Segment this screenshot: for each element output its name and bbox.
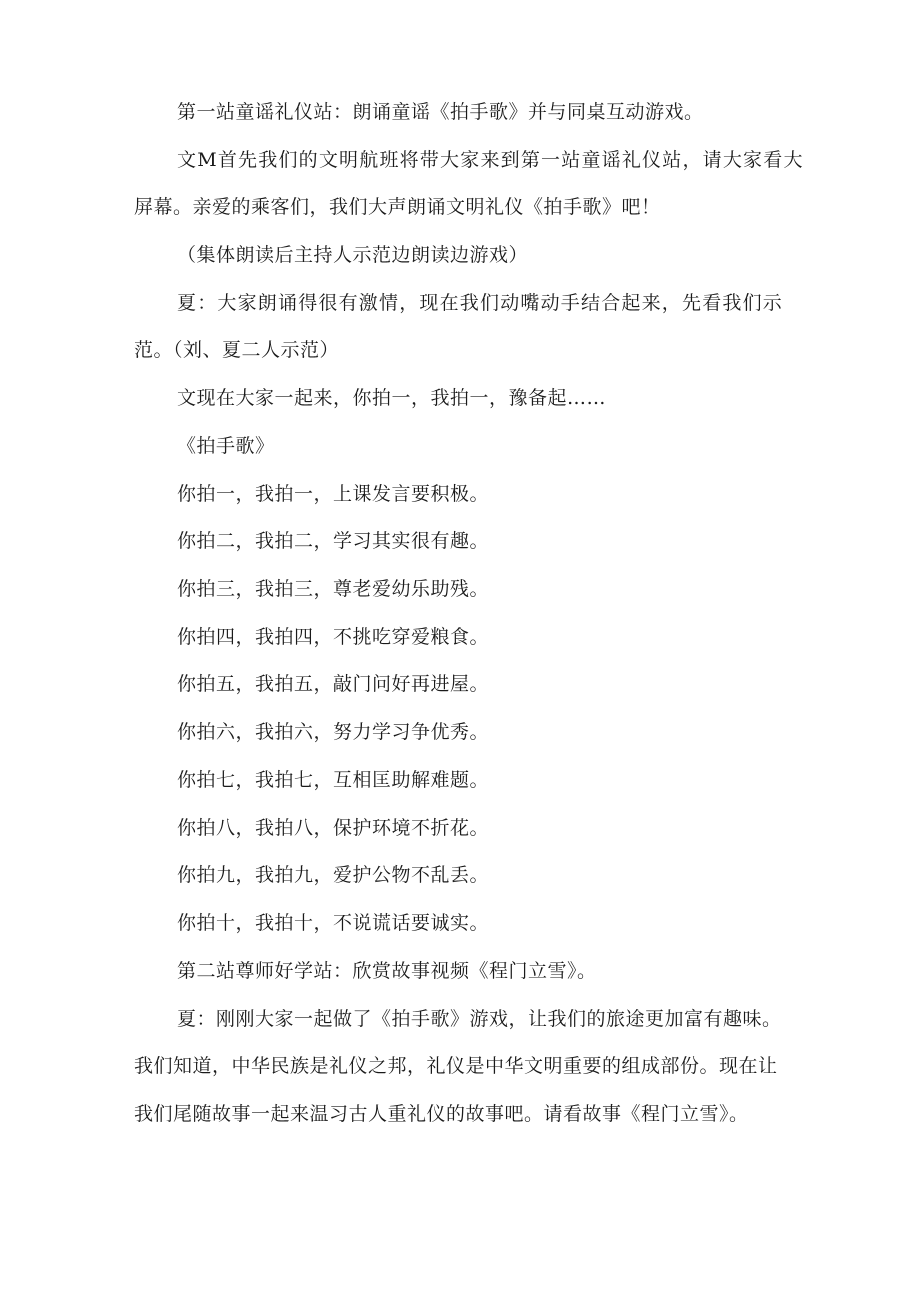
- host-xia-story-line-2: 我们知道，中华民族是礼仪之邦，礼仪是中华文明重要的组成部份。现在让: [134, 1055, 778, 1077]
- song-verse-10: 你拍十，我拍十，不说谎话要诚实。: [177, 912, 490, 934]
- host-xia-story-line-3: 我们尾随故事一起来温习古人重礼仪的故事吧。请看故事《程门立雪》。: [134, 1103, 749, 1125]
- host-xia-line-2: 范。（刘、夏二人示范）: [134, 339, 340, 361]
- song-verse-8: 你拍八，我拍八，保护环境不折花。: [177, 817, 490, 839]
- station-two-heading: 第二站尊师好学站：欣赏故事视频《程门立雪》。: [177, 960, 597, 982]
- song-verse-5: 你拍五，我拍五，敲门问好再进屋。: [177, 673, 490, 695]
- song-verse-6: 你拍六，我拍六，努力学习争优秀。: [177, 721, 490, 743]
- host-wen-intro-line-2: 屏幕。亲爱的乘客们，我们大声朗诵文明礼仪《拍手歌》吧！: [134, 196, 661, 218]
- song-title: 《拍手歌》: [177, 435, 275, 457]
- song-verse-2: 你拍二，我拍二，学习其实很有趣。: [177, 530, 490, 552]
- song-verse-7: 你拍七，我拍七，互相匡助解难题。: [177, 769, 490, 791]
- host-wen-start: 文现在大家一起来，你拍一，我拍一，豫备起……: [177, 387, 607, 409]
- song-verse-3: 你拍三，我拍三，尊老爱幼乐助残。: [177, 578, 490, 600]
- station-one-heading: 第一站童谣礼仪站：朗诵童谣《拍手歌》并与同桌互动游戏。: [177, 101, 704, 123]
- stage-direction-reading: （集体朗读后主持人示范边朗读边游戏）: [177, 244, 529, 266]
- song-verse-4: 你拍四，我拍四，不挑吃穿爱粮食。: [177, 626, 490, 648]
- host-xia-line-1: 夏：大家朗诵得很有激情，现在我们动嘴动手结合起来，先看我们示: [177, 292, 784, 314]
- song-verse-1: 你拍一，我拍一，上课发言要积极。: [177, 483, 490, 505]
- song-verse-9: 你拍九，我拍九，爱护公物不乱丢。: [177, 864, 490, 886]
- host-xia-story-line-1: 夏：刚刚大家一起做了《拍手歌》游戏，让我们的旅途更加富有趣味。: [177, 1008, 782, 1030]
- host-wen-intro-line-1: 文M首先我们的文明航班将带大家来到第一站童谣礼仪站，请大家看大: [177, 149, 804, 171]
